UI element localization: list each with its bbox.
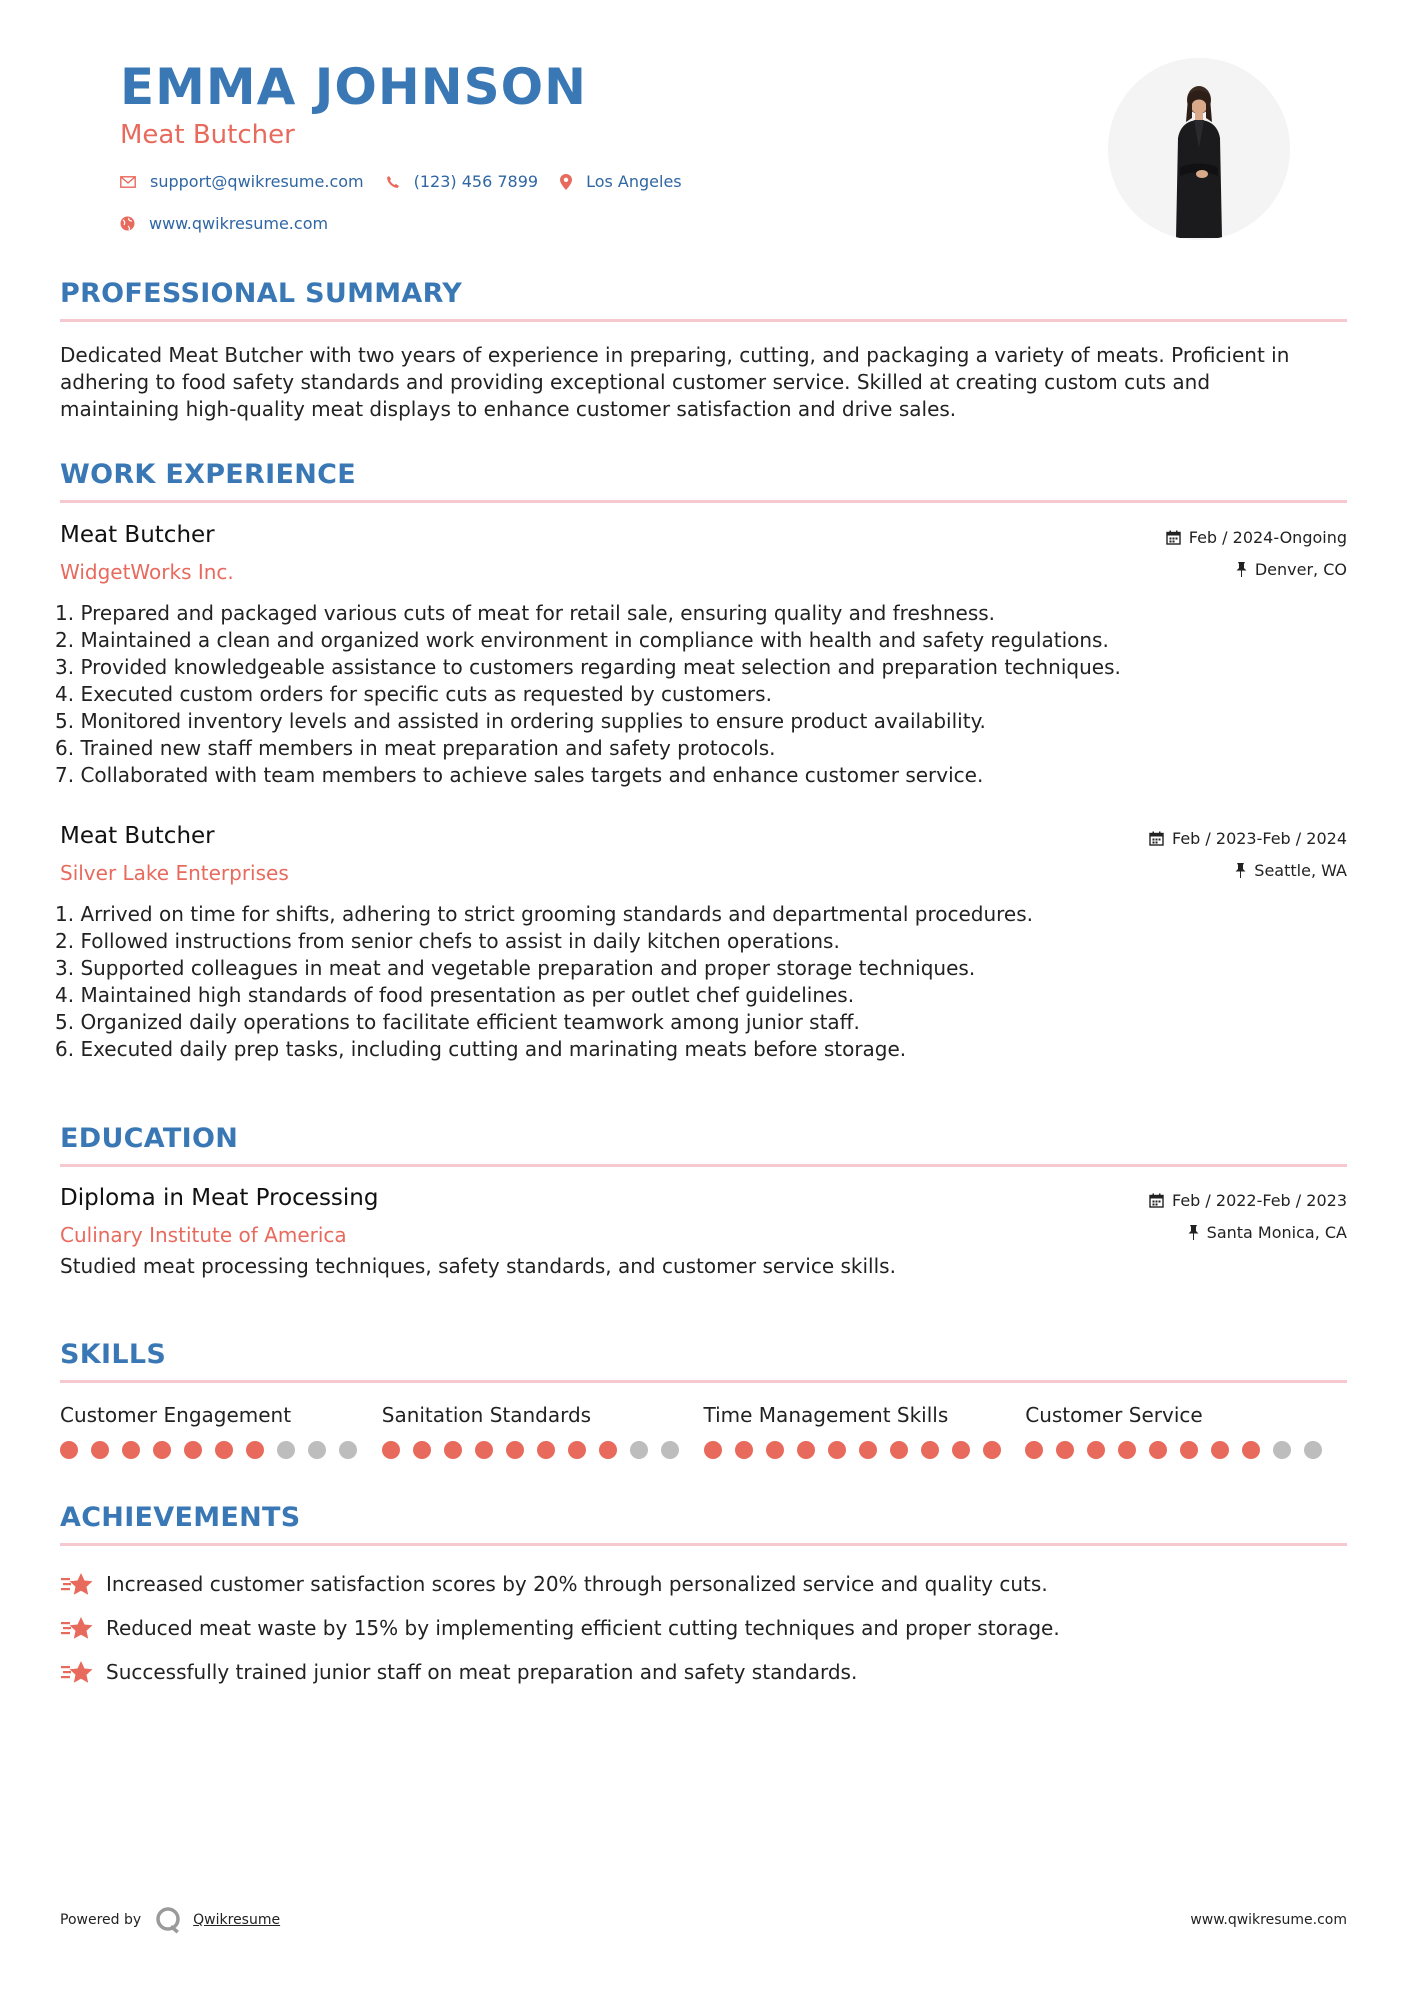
job-date-text: Feb / 2023-Feb / 2024	[1172, 829, 1347, 848]
achievement-text: Increased customer satisfaction scores by 20% through personalized service and quality cuts.	[106, 1572, 1048, 1596]
powered-by-label: Powered by	[60, 1912, 142, 1928]
skill-dot-empty	[630, 1441, 648, 1459]
skill-rating	[704, 1441, 1026, 1459]
calendar-icon	[1149, 1193, 1164, 1208]
skill-dot-empty	[661, 1441, 679, 1459]
duty-item: 4. Maintained high standards of food presentation as per outlet chef guidelines.	[55, 983, 855, 1007]
contact-row	[120, 172, 704, 191]
skill-dot-filled	[1056, 1441, 1074, 1459]
skill-dot-filled	[1180, 1441, 1198, 1459]
achievement-item	[60, 1650, 1347, 1694]
location-text: Los Angeles	[586, 172, 682, 191]
duty-item: 5. Monitored inventory levels and assisted in ordering supplies to ensure product availability.	[55, 709, 986, 733]
skill-item	[704, 1403, 1026, 1459]
pushpin-icon	[1236, 562, 1247, 577]
skill-dot-filled	[983, 1441, 1001, 1459]
achievement-text: Successfully trained junior staff on meat preparation and safety standards.	[106, 1660, 858, 1684]
duty-item: 4. Executed custom orders for specific cuts as requested by customers.	[55, 682, 772, 706]
skill-name: Customer Engagement	[60, 1403, 292, 1427]
summary-line: maintaining high-quality meat displays to enhance customer satisfaction and drive sales.	[60, 397, 957, 421]
skill-dot-filled	[91, 1441, 109, 1459]
contact-phone[interactable]	[386, 172, 538, 191]
education-heading: EDUCATION	[60, 1123, 239, 1154]
contact-row-website	[120, 214, 350, 233]
contact-location	[560, 172, 682, 191]
skill-rating	[1025, 1441, 1347, 1459]
education-degree: Diploma in Meat Processing	[60, 1185, 379, 1211]
job-entry	[55, 522, 1347, 789]
duty-item: 2. Maintained a clean and organized work environment in compliance with health and safety regulations.	[55, 628, 1109, 652]
achievement-text: Reduced meat waste by 15% by implementing efficient cutting techniques and proper storage.	[106, 1616, 1060, 1640]
education-description: Studied meat processing techniques, safety standards, and customer service skills.	[60, 1254, 896, 1278]
phone-text: (123) 456 7899	[413, 172, 539, 191]
skill-dot-filled	[921, 1441, 939, 1459]
star-icon	[60, 1571, 94, 1597]
skill-dot-filled	[413, 1441, 431, 1459]
summary-section	[60, 278, 1347, 423]
education-date	[1149, 1191, 1347, 1210]
qwikresume-logo-icon	[155, 1906, 183, 1934]
profile-photo	[1108, 58, 1290, 240]
education-section	[60, 1123, 1347, 1280]
skill-dot-filled	[828, 1441, 846, 1459]
skill-dot-empty	[1304, 1441, 1322, 1459]
duty-item: 2. Followed instructions from senior chefs to assist in daily kitchen operations.	[55, 929, 840, 953]
globe-icon	[120, 216, 135, 231]
skill-dot-filled	[797, 1441, 815, 1459]
duty-item: 1. Arrived on time for shifts, adhering to strict grooming standards and departmental procedures.	[55, 902, 1033, 926]
footer-website[interactable]: www.qwikresume.com	[1190, 1912, 1347, 1928]
skill-name: Sanitation Standards	[381, 1403, 592, 1427]
skill-dot-empty	[1273, 1441, 1291, 1459]
pushpin-icon	[1188, 1225, 1199, 1240]
summary-text	[60, 342, 1347, 423]
job-entry	[55, 823, 1347, 1063]
section-divider	[60, 1380, 1347, 1383]
section-divider	[60, 319, 1347, 322]
skills-section	[60, 1339, 1347, 1459]
duty-item: 5. Organized daily operations to facilitate efficient teamwork among junior staff.	[55, 1010, 860, 1034]
duty-item: 7. Collaborated with team members to achieve sales targets and enhance customer service.	[55, 763, 984, 787]
skill-dot-filled	[184, 1441, 202, 1459]
skill-dot-empty	[277, 1441, 295, 1459]
skill-name: Time Management Skills	[703, 1403, 949, 1427]
section-divider	[60, 1164, 1347, 1167]
website-text: www.qwikresume.com	[149, 214, 329, 233]
job-date	[1166, 528, 1347, 547]
achievements-list	[60, 1562, 1347, 1694]
calendar-icon	[1166, 530, 1181, 545]
job-duties	[55, 600, 1347, 789]
achievement-item	[60, 1606, 1347, 1650]
education-header	[60, 1185, 1347, 1255]
candidate-name: EMMA JOHNSON	[120, 58, 587, 116]
job-date	[1149, 829, 1347, 848]
skill-dot-filled	[215, 1441, 233, 1459]
qwikresume-link[interactable]: Qwikresume	[193, 1912, 281, 1928]
envelope-icon	[120, 176, 136, 188]
skill-dot-empty	[339, 1441, 357, 1459]
skill-name: Customer Service	[1025, 1403, 1203, 1427]
skill-dot-filled	[153, 1441, 171, 1459]
achievements-section	[60, 1502, 1347, 1694]
email-text: support@qwikresume.com	[150, 172, 364, 191]
skill-dot-filled	[735, 1441, 753, 1459]
skill-dot-filled	[568, 1441, 586, 1459]
education-location-text: Santa Monica, CA	[1206, 1223, 1347, 1242]
skill-dot-filled	[1087, 1441, 1105, 1459]
portrait-figure-icon	[1108, 58, 1290, 240]
duty-item: 3. Supported colleagues in meat and vegetable preparation and proper storage techniques.	[55, 956, 976, 980]
section-divider	[60, 500, 1347, 503]
job-location-text: Denver, CO	[1254, 560, 1347, 579]
skill-dot-filled	[704, 1441, 722, 1459]
skill-dot-filled	[506, 1441, 524, 1459]
skill-dot-filled	[1242, 1441, 1260, 1459]
contact-website[interactable]	[120, 214, 328, 233]
skill-item	[60, 1403, 382, 1459]
calendar-icon	[1149, 831, 1164, 846]
contact-email[interactable]	[120, 172, 364, 191]
skill-dot-filled	[1211, 1441, 1229, 1459]
pushpin-icon	[1235, 863, 1246, 878]
skill-rating	[382, 1441, 704, 1459]
skill-item	[1025, 1403, 1347, 1459]
education-location	[1188, 1223, 1347, 1242]
job-company: WidgetWorks Inc.	[60, 560, 234, 584]
skills-list	[60, 1403, 1347, 1459]
skill-dot-filled	[1025, 1441, 1043, 1459]
star-icon	[60, 1615, 94, 1641]
job-header	[60, 522, 1347, 592]
job-role: Meat Butcher	[60, 522, 215, 548]
job-role: Meat Butcher	[60, 823, 215, 849]
skill-dot-filled	[122, 1441, 140, 1459]
summary-line: Dedicated Meat Butcher with two years of experience in preparing, cutting, and packaging a variety of meats. Proficient in	[60, 343, 1290, 367]
section-divider	[60, 1543, 1347, 1546]
skill-item	[382, 1403, 704, 1459]
map-pin-icon	[560, 174, 572, 190]
skill-dot-filled	[859, 1441, 877, 1459]
job-date-text: Feb / 2024-Ongoing	[1188, 528, 1347, 547]
job-company: Silver Lake Enterprises	[60, 861, 289, 885]
job-duties	[55, 901, 1347, 1063]
phone-icon	[386, 175, 400, 189]
experience-section	[60, 459, 1347, 503]
skill-rating	[60, 1441, 382, 1459]
job-header	[60, 823, 1347, 893]
skill-dot-filled	[1118, 1441, 1136, 1459]
duty-item: 3. Provided knowledgeable assistance to customers regarding meat selection and preparation techniques.	[55, 655, 1121, 679]
job-location-text: Seattle, WA	[1254, 861, 1347, 880]
skill-dot-filled	[537, 1441, 555, 1459]
skill-dot-filled	[599, 1441, 617, 1459]
skill-dot-filled	[766, 1441, 784, 1459]
summary-line: adhering to food safety standards and providing exceptional customer service. Skilled at creating custom cuts and	[60, 370, 1211, 394]
skill-dot-empty	[308, 1441, 326, 1459]
skill-dot-filled	[475, 1441, 493, 1459]
skill-dot-filled	[246, 1441, 264, 1459]
education-date-text: Feb / 2022-Feb / 2023	[1172, 1191, 1347, 1210]
education-school: Culinary Institute of America	[60, 1223, 347, 1247]
duty-item: 6. Trained new staff members in meat preparation and safety protocols.	[55, 736, 776, 760]
skills-heading: SKILLS	[60, 1339, 167, 1370]
job-location	[1236, 560, 1347, 579]
skill-dot-filled	[444, 1441, 462, 1459]
skill-dot-filled	[1149, 1441, 1167, 1459]
skill-dot-filled	[60, 1441, 78, 1459]
duty-item: 6. Executed daily prep tasks, including cutting and marinating meats before storage.	[55, 1037, 907, 1061]
job-location	[1235, 861, 1347, 880]
skill-dot-filled	[890, 1441, 908, 1459]
candidate-title: Meat Butcher	[120, 120, 295, 150]
skill-dot-filled	[382, 1441, 400, 1459]
skill-dot-filled	[952, 1441, 970, 1459]
achievements-heading: ACHIEVEMENTS	[60, 1502, 301, 1533]
summary-heading: PROFESSIONAL SUMMARY	[60, 278, 463, 309]
duty-item: 1. Prepared and packaged various cuts of meat for retail sale, ensuring quality and freshness.	[55, 601, 996, 625]
experience-heading: WORK EXPERIENCE	[60, 459, 356, 490]
achievement-item	[60, 1562, 1347, 1606]
star-icon	[60, 1659, 94, 1685]
resume-header	[60, 0, 1347, 250]
page-footer	[60, 1900, 1347, 1940]
